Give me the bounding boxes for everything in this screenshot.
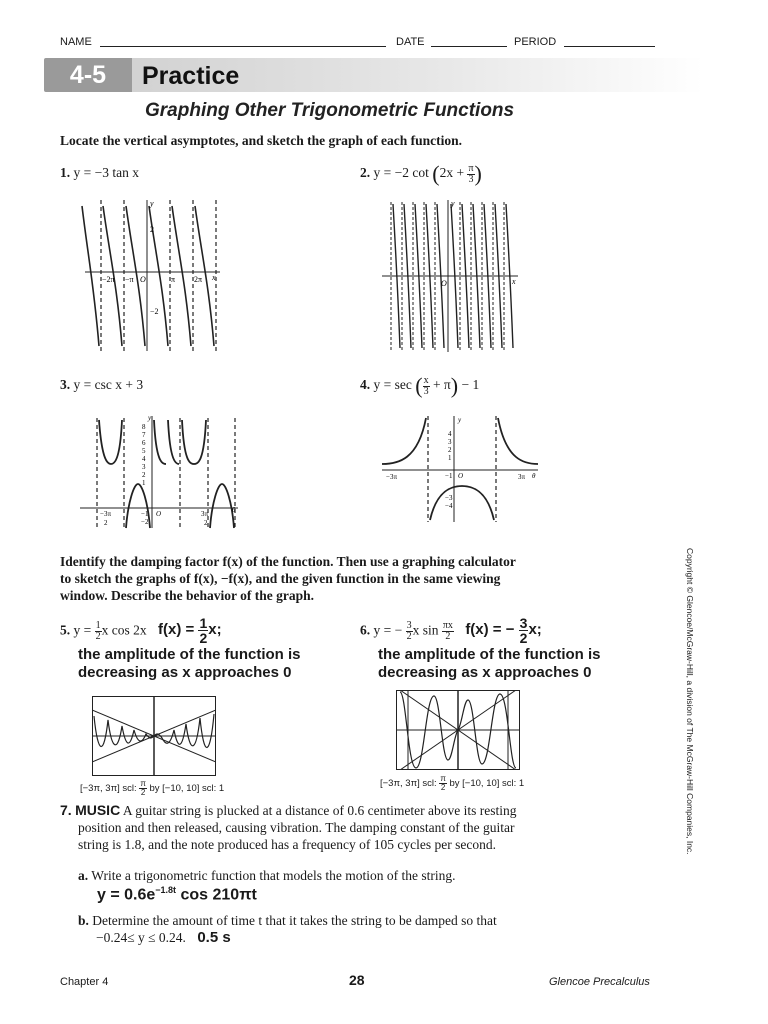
page-number: 28	[349, 972, 365, 988]
name-blank[interactable]	[100, 46, 386, 47]
g1-xtick-2pi: 2π	[194, 275, 203, 284]
g3-ytick: 5	[142, 447, 146, 455]
g4-ytick: 3	[448, 438, 452, 446]
graph-2	[380, 196, 522, 356]
lesson-number: 4-5	[44, 58, 132, 92]
g4-ytick: 2	[448, 446, 452, 454]
g2-origin: O	[441, 279, 447, 288]
problem-7b: b. Determine the amount of time t that it takes the string to be damped so that −0.24≤ y ≤ 0.24. 0.5 s	[78, 913, 497, 946]
g2-x-label: x	[512, 277, 516, 286]
g1-xtick-pi: π	[171, 275, 176, 284]
graph-4	[378, 412, 548, 524]
g3-xtick-left-den: 2	[104, 519, 108, 527]
problem-7a: a. Write a trigonometric function that models the motion of the string.	[78, 868, 456, 883]
problem-4: 4. y = sec ( $\frac{x}{3}$ + π) − 1	[360, 373, 480, 398]
copyright-notice: Copyright © Glencoe/McGraw-Hill, a division of The McGraw-Hill Companies, Inc.	[685, 548, 695, 855]
problem-1: 1. y = −3 tan x	[60, 165, 139, 180]
section2-instruction: Identify the damping factor f(x) of the function. Then use a graphing calculator to sketch the graphs of f(x), −f(x), and the given function in the same viewing window. Describe the behavior of the graph.	[60, 554, 516, 603]
problem-5: 5. y = $\frac{1}{2}$ x cos 2x f(x) = $\frac{1}{2}$ x;	[60, 615, 222, 646]
g4-ytick: 4	[448, 430, 452, 438]
p6-answer-f: f(x) = − $\frac{3}{2}$ x;	[465, 615, 542, 646]
problem-7: 7. MUSIC A guitar string is plucked at a distance of 0.6 centimeter above its resting position and then released, causing vibration. The damping constant of the guitar string is 1.8, and the note produced has a frequency of 105 cycles per second.	[60, 802, 517, 852]
p6-answer-description: the amplitude of the function is decreasing as x approaches 0	[378, 646, 601, 681]
period-label: PERIOD	[514, 36, 557, 48]
g4-xtick-left: −3π	[386, 473, 397, 481]
g3-ytick: 4	[142, 455, 146, 463]
p7a-answer: $y = 0.6e^{-1.8t}$ cos 210πt	[97, 885, 257, 904]
g1-ytick-top: 2	[150, 225, 154, 234]
name-label: NAME	[60, 36, 92, 48]
g4-y-label: y	[458, 416, 462, 424]
g3-ytick: 6	[142, 439, 146, 447]
section1-instruction: Locate the vertical asymptotes, and sketch the graph of each function.	[60, 133, 462, 148]
g4-x-label: θ	[532, 472, 536, 480]
date-label: DATE	[396, 36, 425, 48]
g3-ytick: 7	[142, 431, 146, 439]
g1-xtick-m2pi: −2π	[102, 275, 115, 284]
graph-3	[78, 412, 248, 532]
p5-answer-f: f(x) = $\frac{1}{2}$ x;	[158, 615, 222, 646]
g1-origin: O	[140, 275, 146, 284]
p6-caption: [−3π, 3π] scl: $\frac{\pi}{2}$ by [−10, 10] scl: 1	[380, 774, 525, 792]
g3-xtick-right-den: 2	[204, 519, 208, 527]
g3-ytick: 1	[142, 479, 146, 487]
p5-caption: [−3π, 3π] scl: $\frac{\pi}{2}$ by [−10, 10] scl: 1	[80, 779, 225, 797]
g4-ytick: 1	[448, 454, 452, 462]
g4-xtick-right: 3π	[518, 473, 526, 481]
g1-ytick-bottom: −2	[150, 307, 159, 316]
g4-origin: O	[458, 472, 464, 480]
lesson-banner	[44, 58, 704, 92]
g3-origin: O	[156, 510, 162, 518]
p5-answer-description: the amplitude of the function is decreasing as x approaches 0	[78, 646, 301, 681]
lesson-subtitle: Graphing Other Trigonometric Functions	[145, 100, 515, 121]
g3-xtick-right: 3π	[201, 510, 209, 518]
g3-y-label: y	[148, 414, 152, 422]
g4-ytick: −1	[445, 472, 453, 480]
g3-xtick-left: −3π	[100, 510, 111, 518]
g1-y-label: y	[150, 199, 154, 208]
graph-1	[80, 196, 225, 356]
problem-2: 2. y = −2 cot (2x + $\frac{\pi}{3}$ )	[360, 161, 482, 186]
problem-3: 3. y = csc x + 3	[60, 377, 144, 392]
g3-ytick: −2	[141, 518, 149, 526]
g3-ytick: −1	[141, 510, 149, 518]
problem-6: 6. y = − $\frac{3}{2}$ x sin $\frac{\pi x}{2}$ f(x) = − $\frac{3}{2}$ x;	[360, 615, 542, 646]
g1-xtick-mpi: −π	[125, 275, 134, 284]
lesson-type: Practice	[142, 62, 240, 90]
g1-x-label: x	[212, 273, 216, 282]
calc-screen-5	[92, 696, 216, 776]
p7b-answer: 0.5 s	[197, 929, 231, 946]
g2-y-label: y	[451, 199, 455, 208]
footer-book: Glencoe Precalculus	[549, 976, 650, 988]
g3-ytick: 3	[142, 463, 146, 471]
g4-ytick: −3	[445, 494, 453, 502]
g3-ytick: 2	[142, 471, 146, 479]
g3-ytick: 8	[142, 423, 146, 431]
footer-chapter: Chapter 4	[60, 976, 109, 988]
g3-x-label: θ	[232, 506, 236, 514]
g4-ytick: −4	[445, 502, 453, 510]
period-blank[interactable]	[564, 46, 655, 47]
calc-screen-6	[396, 690, 520, 770]
date-blank[interactable]	[431, 46, 507, 47]
